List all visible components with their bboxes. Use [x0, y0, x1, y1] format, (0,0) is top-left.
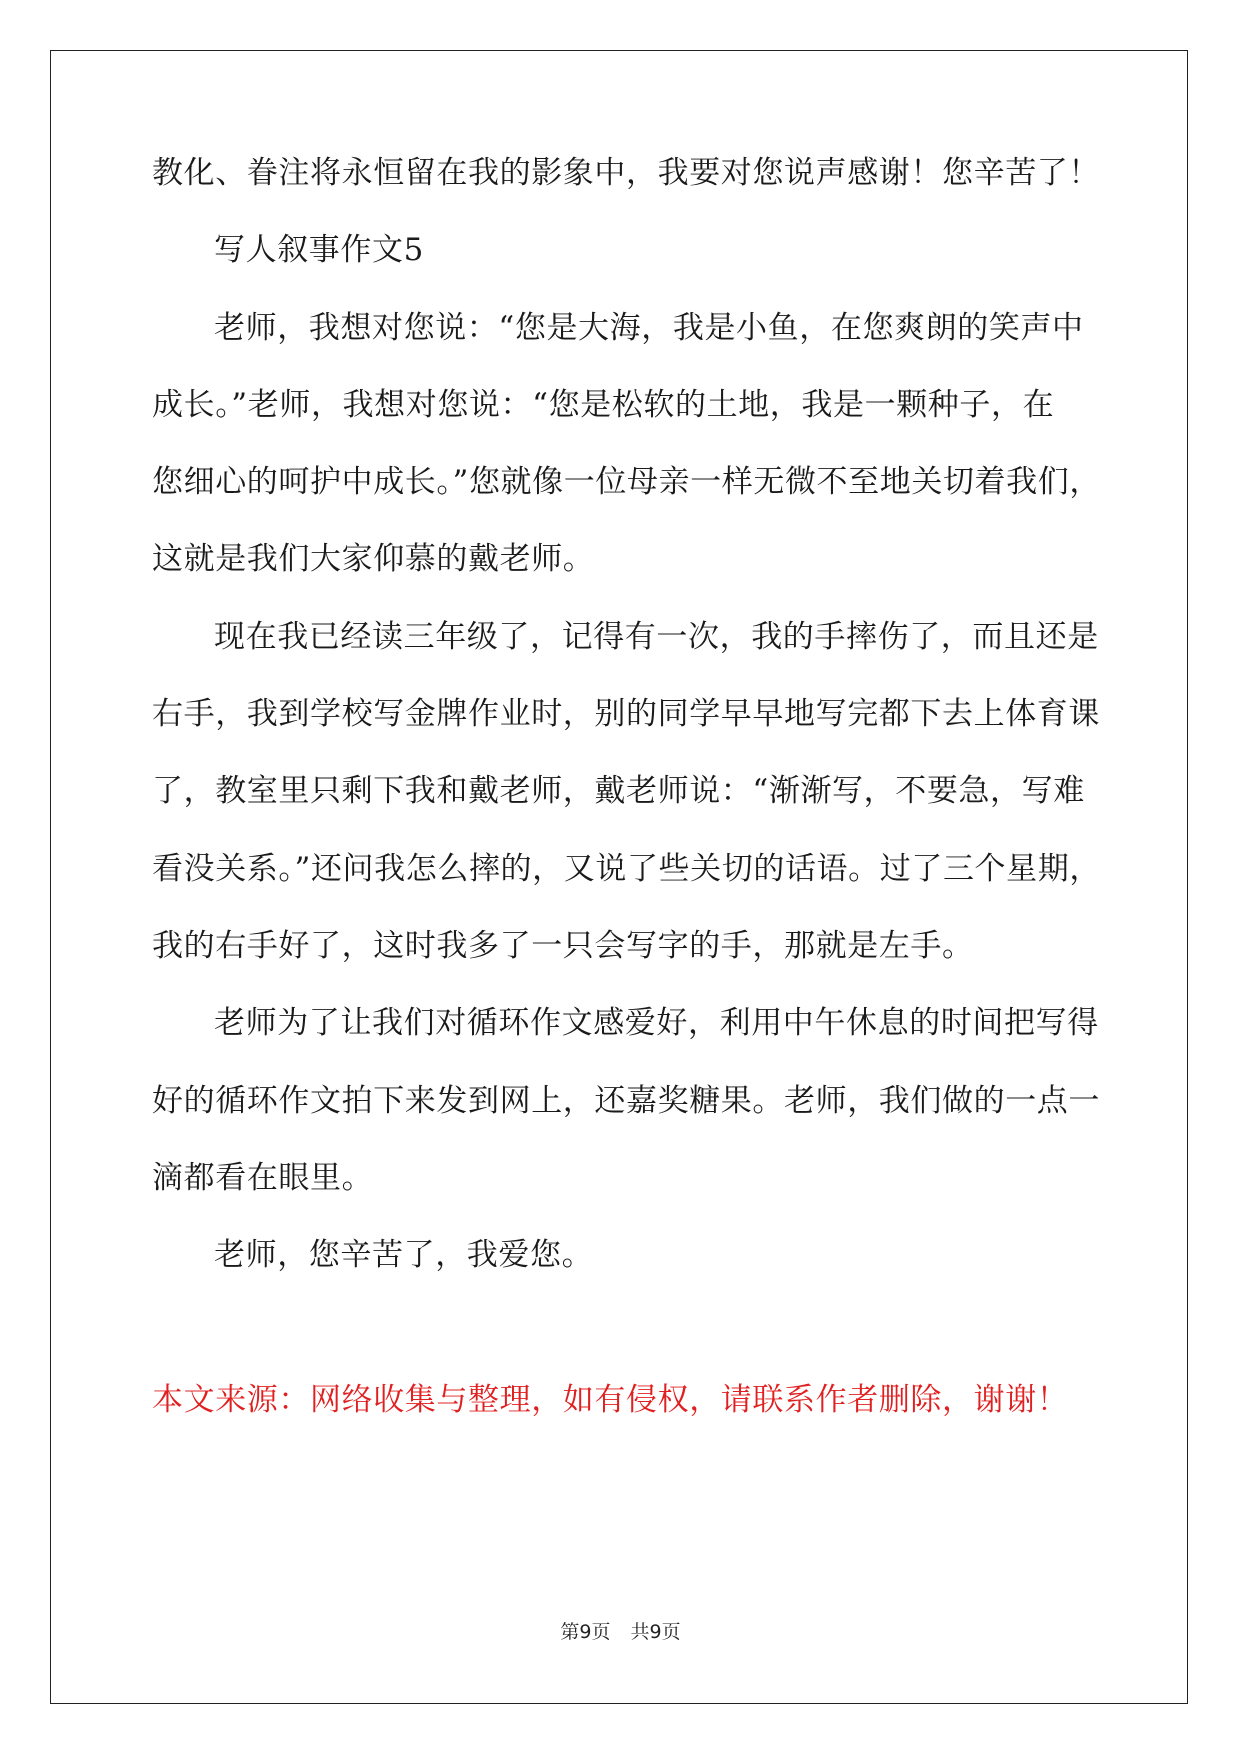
paragraph-line: 老师，您辛苦了，我爱您。: [214, 1237, 594, 1273]
paragraph-line: 您细心的呵护中成长。”您就像一位母亲一样无微不至地关切着我们，: [152, 464, 1101, 500]
paragraph-line: 我的右手好了，这时我多了一只会写字的手，那就是左手。: [152, 928, 974, 964]
paragraph-line: 好的循环作文拍下来发到网上，还嘉奖糖果。老师，我们做的一点一: [152, 1083, 1100, 1119]
paragraph-line: 滴都看在眼里。: [152, 1160, 374, 1196]
page-footer: [0, 1617, 1241, 1644]
page-total: 共9页: [630, 1621, 681, 1643]
paragraph-line: 成长。”老师，我想对您说：“您是松软的土地，我是一颗种子，在: [152, 387, 1055, 423]
paragraph-line: 现在我已经读三年级了，记得有一次，我的手摔伤了，而且还是: [214, 619, 1099, 655]
paragraph-line: 这就是我们大家仰慕的戴老师。: [152, 541, 595, 577]
paragraph-line: 右手，我到学校写金牌作业时，别的同学早早地写完都下去上体育课: [152, 696, 1100, 732]
paragraph-line: 老师为了让我们对循环作文感爱好，利用中午休息的时间把写得: [214, 1005, 1099, 1041]
paragraph-line: 了，教室里只剩下我和戴老师，戴老师说：“渐渐写，不要急，写难: [152, 773, 1085, 809]
text-line: 教化、眷注将永恒留在我的影象中，我要对您说声感谢！您辛苦了！: [152, 155, 1100, 191]
copyright-notice: 本文来源：网络收集与整理，如有侵权，请联系作者删除，谢谢！: [152, 1382, 1069, 1418]
paragraph-line: 老师，我想对您说：“您是大海，我是小鱼，在您爽朗的笑声中: [214, 310, 1084, 346]
paragraph-line: 看没关系。”还问我怎么摔的，又说了些关切的话语。过了三个星期，: [152, 851, 1101, 887]
section-heading: 写人叙事作文5: [214, 232, 424, 268]
page-number: 第9页: [560, 1621, 611, 1643]
